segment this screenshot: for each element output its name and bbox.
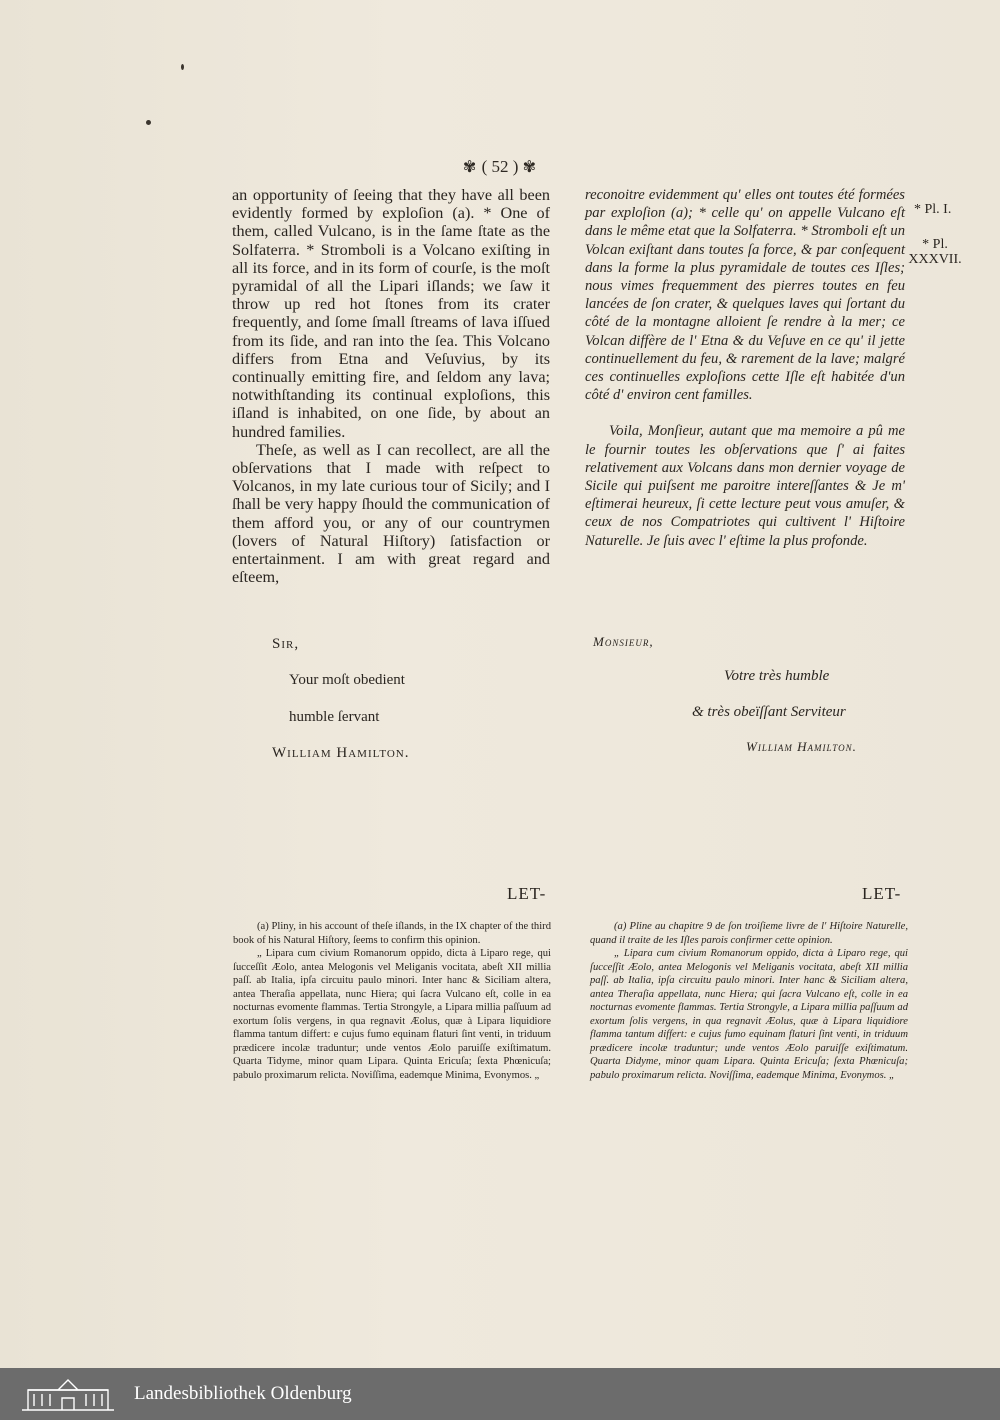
english-closing-line: Your moſt obedient [289, 672, 405, 688]
french-text-column [585, 186, 905, 550]
margin-note-plate: * Pl. XXXVII. [908, 237, 962, 267]
footnote-quotation: „ Lipara cum civium Romanorum oppido, dicta à Liparo rege, qui ſucceſſit Æolo, antea Melogonis vel Meliganis vocitata, abeſt XII millia paſſ. ab Italia, ipſa circuitu paulo minori. Inter hanc & Siciliam altera, antea Theraſia appellata, nunc Hiera; qui ſacra Vulcano eſt, colle in ea nocturnas evomente flammas. Tertia Strongyle, a Lipara millia paſſuum ad exortum ſolis vergens, in qua regnavit Æolus, quæ à Lipara liquidiore flamma tantum differt: e cujus fumo equinam flaturi ſint venti, in triduum prædicere incolæ traduntur; unde ventos Æolo paruiſſe exiſtimatum. Quarta Tidyme, minor quam Lipara. Quinta Ericuſa; ſexta Phœnicuſa; pabulo proximarum relicta. Noviſſima, eademque Minima, Evonymos. „ [233, 948, 551, 1081]
footnote-quotation: „ Lipara cum civium Romanorum oppido, dicta à Liparo rege, qui ſucceſſit Æolo, antea Melogonis vel Meliganis vocitata, abeſt XII millia paſſ. ab Italia, ipſa circuitu paulo minori. Inter hanc & Siciliam altera, antea Theraſia appellata, nunc Hiera; qui ſacra Vulcano eſt, colle in ea nocturnas evomente flammas. Tertia Strongyle, a Lipara millia paſſuum ad exortum ſolis vergens, in qua regnavit Æolus, quæ à Lipara liquidiore flamma tantum differt: e cujus fumo equinam flaturi ſint venti, in triduum prædicere incolæ traduntur; unde ventos Æolo paruiſſe exiſtimatum. Quarta Didyme, minor quam Lipara. Quinta Ericuſa; ſexta Phœnicuſa; pabulo proximarum relicta. Noviſſima, eademque Minima, Evonymos. „ [590, 948, 908, 1081]
margin-note-plate: * Pl. I. [914, 202, 952, 217]
french-closing-line: Votre très humble [724, 668, 830, 684]
english-paragraph: Theſe, as well as I can recollect, are all the obſervations that I made with reſpect to Volcanos, in my late curious tour of Sicily; and I ſhall be very happy ſhould the communication of them afford you, or any of our countrymen (lovers of Natural Hiſtory) ſatisfaction or entertainment. I am with great regard and eſteem, [232, 440, 550, 587]
french-paragraph: Voila, Monſieur, autant que ma memoire a pû me le fournir toutes les obſervations que ſ' ai faites relativement aux Volcans dans mon dernier voyage de Sicile qui puiſsent me paroitre intereſſantes & Je m' eſtimerai heureux, ſi cette lecture peut vous amuſer, & ceux de nos Compatriotes qui cultivent l' Hiſtoire Naturelle. Je ſuis avec l' eſtime la plus profonde. [585, 423, 905, 549]
page-number: ( 52 ) [481, 157, 519, 176]
catchword-right: LET- [862, 884, 902, 903]
english-paragraph: an opportunity of ſeeing that they have all been evidently formed by exploſion (a). * One of them, called Vulcano, is in the ſame ſtate as the Solfaterra. * Stromboli is a Volcano exiſting in all its force, and in its form of courſe, is the moſt pyramidal of all the Lipari iſlands; we ſaw it throw up red hot ſtones from its crater frequently, and ſome ſmall ſtreams of lava iſſued from its ſide, and ran into the ſea. This Volcano differs from Etna and Veſuvius, by its continually emitting fire, and ſeldom any lava; notwithſtanding its continual exploſions, this iſland is inhabited, on one ſide, by about an hundred families. [232, 186, 550, 441]
left-ornament-icon: ✾ [462, 159, 478, 176]
english-closing-line: humble ſervant [289, 709, 380, 725]
french-salutation: Monsieur, [593, 634, 654, 649]
page-header [0, 157, 1000, 177]
english-footnote [233, 920, 551, 1082]
english-text-column [232, 186, 550, 586]
french-footnote [590, 920, 908, 1082]
french-signature: William Hamilton. [746, 739, 857, 754]
french-paragraph: reconoitre evidemment qu' elles ont toutes été formées par exploſion (a); * celle qu' on appelle Vulcano eſt dans le même etat que la Solfaterra. * Stromboli eſt un Volcan exiſtant dans toutes ſa force, & par conſequent dans la forme la plus pyramidale de toutes ces Iſles; nous vimes frequemment des pierres toutes en feu lancées de ſon crater, & quelques laves qui ſortant du côté de la montagne alloient ſe rendre à la mer; ce Volcan diffère de l' Etna & du Veſuve en ce qu' il jette continuellement du feu, & rarement de la lave; malgré ces continuelles exploſions cette Iſle eſt habitée d'un côté d' environ cent familles. [585, 187, 905, 404]
english-signature: William Hamilton. [272, 745, 410, 761]
french-closing-line: & très obeïſſant Serviteur [692, 704, 846, 720]
library-building-logo-icon [18, 1376, 118, 1412]
library-footer-bar [0, 1368, 1000, 1420]
library-name: Landesbibliothek Oldenburg [134, 1383, 352, 1404]
ink-speck [146, 120, 151, 125]
catchword-left: LET- [507, 884, 547, 903]
right-ornament-icon: ✾ [522, 159, 538, 176]
footnote-paragraph: (a) Pliny, in his account of theſe iſlands, in the IX chapter of the third book of his Natural Hiſtory, ſeems to confirm this opinion. [233, 921, 551, 946]
english-salutation: Sir, [272, 636, 300, 652]
footnote-paragraph: (a) Pline au chapitre 9 de ſon troiſieme livre de l' Hiſtoire Naturelle, quand il traite de les Iſles parois confirmer cette opinion. [590, 921, 908, 946]
ink-speck [181, 64, 184, 70]
